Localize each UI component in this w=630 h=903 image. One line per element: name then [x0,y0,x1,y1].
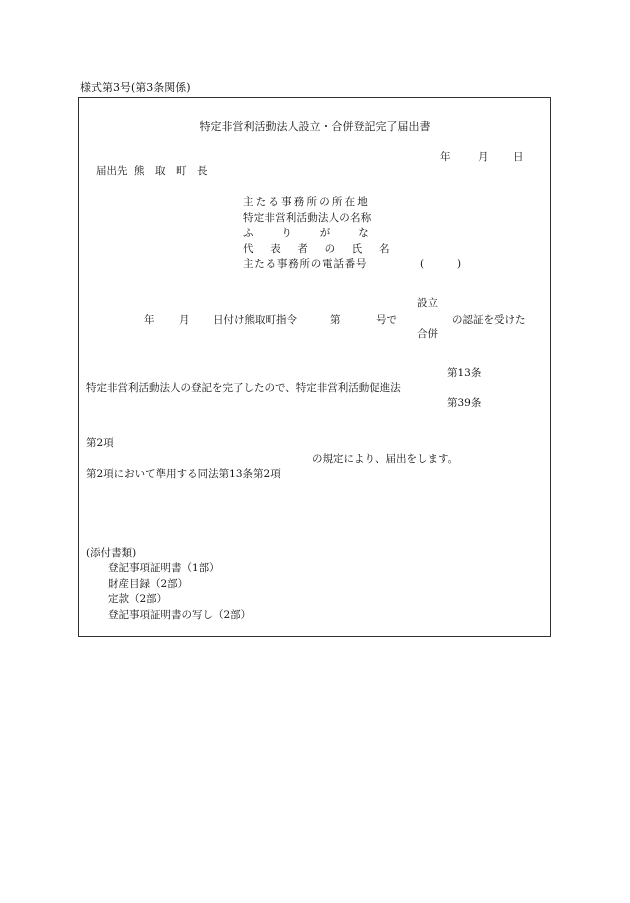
addressee-label: 届出先 [96,165,128,177]
article-13: 第13条 [447,367,482,379]
clause-text: の規定により、届出をします。 [312,453,459,465]
attachment-item: 財産目録（2部） [108,578,189,590]
phone-paren-open: ( [420,258,425,270]
form-title: 特定非営利活動法人設立・合併登記完了届出書 [199,120,431,133]
attachments-heading: (添付書類) [86,547,137,559]
attachment-item: 登記事項証明書（1部） [108,562,220,574]
label-furigana: ふ り が な [243,227,371,239]
form-number: 様式第3号(第3条関係) [80,81,191,94]
label-corporation-name: 特定非営利活動法人の名称 [243,212,372,224]
option-merge: 合併 [417,328,438,340]
label-office-address: 主たる事務所の所在地 [243,196,370,208]
attachment-item: 定款（2部） [108,593,168,605]
approval-month: 月 [179,314,190,326]
date-day: 日 [513,151,524,163]
approval-dated-designation: 日付け熊取町指令 [213,314,297,326]
approval-no-suffix: 号で [376,314,397,326]
addressee: 熊 取 町 長 [134,165,208,177]
phone-paren-close: ) [457,258,462,270]
clause-para-2: 第2項 [86,437,114,449]
label-phone-number: 主たる事務所の電話番号 [243,258,368,270]
approval-suffix: の認証を受けた [452,314,526,326]
body-text: 特定非営利活動法人の登記を完了したので、特定非営利活動促進法 [86,382,401,394]
label-representative: 代 表 者 の 氏 名 [243,243,393,255]
date-month: 月 [478,151,489,163]
article-39: 第39条 [447,397,482,409]
attachment-item: 登記事項証明書の写し（2部） [108,609,252,621]
approval-no-prefix: 第 [330,314,341,326]
clause-para-2-alt: 第2項において準用する同法第13条第2項 [86,468,281,480]
date-year: 年 [440,151,451,163]
option-establish: 設立 [417,297,438,309]
approval-year: 年 [144,314,155,326]
